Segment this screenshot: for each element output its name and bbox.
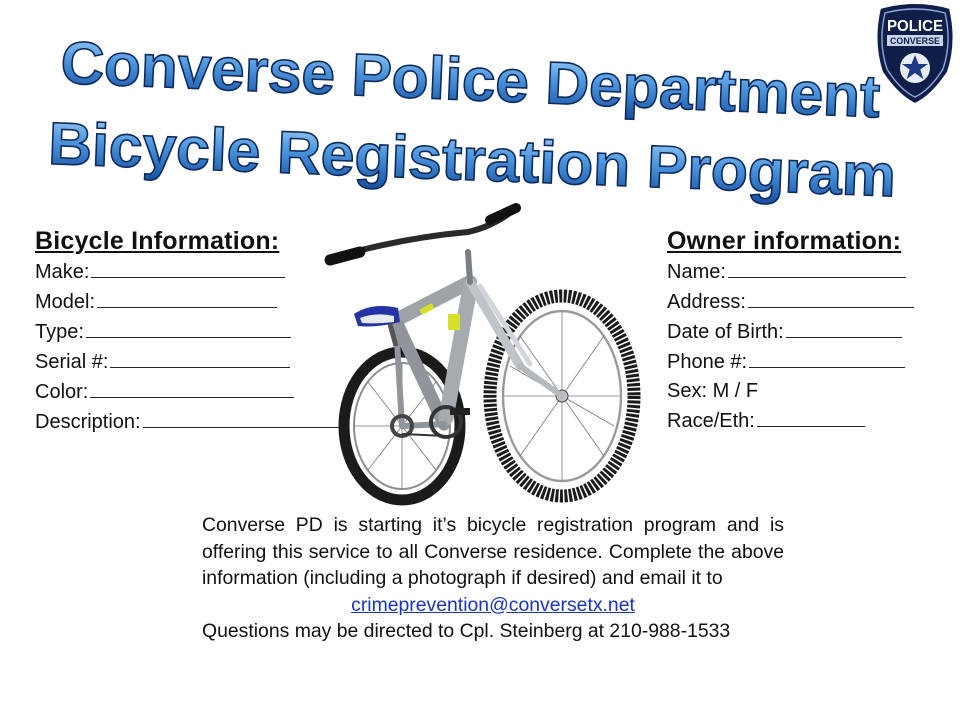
handlebar [330,208,516,260]
race-input-line[interactable] [757,406,865,427]
name-input-line[interactable] [728,257,906,278]
phone-input-line[interactable] [749,347,905,368]
description-input-line[interactable] [143,407,345,428]
field-label: Address: [667,291,746,313]
field-label: Date of Birth: [667,321,784,343]
field-label: Phone #: [667,351,748,373]
police-badge-logo [870,2,960,106]
questions-text: Questions may be directed to Cpl. Steinberg at 210-988-1533 [202,620,731,642]
bicycle-frame [396,252,562,426]
owner-info-heading: Owner information: [667,227,902,255]
serial-input-line[interactable] [110,347,290,368]
bicycle-photo [320,196,650,516]
make-input-line[interactable] [91,257,285,278]
dob-input-line[interactable] [786,317,902,338]
address-input-line[interactable] [748,287,914,308]
field-type [35,317,345,347]
field-label: Race/Eth: [667,410,755,432]
field-label: Make: [35,261,90,283]
email-link[interactable]: crimeprevention@conversetx.net [351,593,635,616]
field-model [35,287,345,317]
owner-info-section [667,226,914,436]
field-label: Model: [35,291,96,313]
field-label: Name: [667,261,726,283]
field-race [667,406,914,436]
field-label: Color: [35,381,89,403]
field-label: Serial #: [35,351,109,373]
badge-ribbon-text: CONVERSE [890,36,940,46]
saddle [354,306,400,346]
field-phone [667,347,914,377]
color-input-line[interactable] [90,377,294,398]
info-paragraph [202,512,784,645]
field-label: Type: [35,321,84,343]
field-name [667,257,914,287]
field-dob [667,317,914,347]
bicycle-info-section [35,226,345,437]
field-sex [667,377,914,406]
title-line-2: Bicycle Registration Program [47,109,890,209]
model-input-line[interactable] [97,287,277,308]
field-label: Description: [35,411,141,433]
program-description: Converse PD is starting it’s bicycle registration program and is offering this service to all Converse residence. Complete the above information (including a photograph if desired) and email it to [202,514,784,589]
page-title [0,0,960,220]
field-description [35,407,345,437]
field-make [35,257,345,287]
field-serial [35,347,345,377]
bicycle-info-heading: Bicycle Information: [35,227,280,255]
field-color [35,377,345,407]
field-label: Sex: M / F [667,380,759,402]
badge-top-text: POLICE [887,18,944,35]
field-address [667,287,914,317]
title-line-1: Converse Police Department [59,28,879,131]
type-input-line[interactable] [86,317,291,338]
